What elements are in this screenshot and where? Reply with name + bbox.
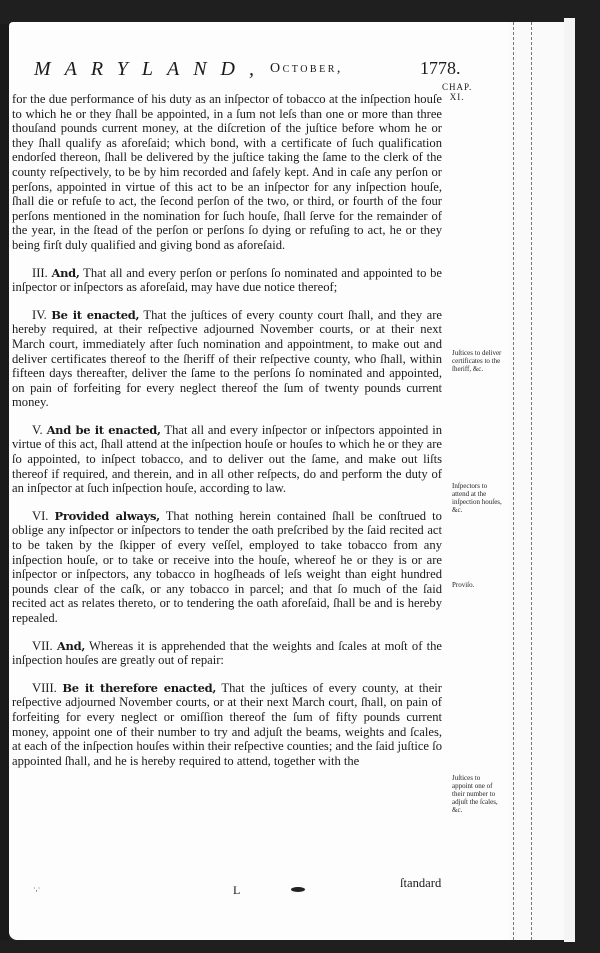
header-month: October,	[270, 61, 343, 76]
section-lead: And,	[51, 265, 80, 280]
paragraph-continuation	[12, 92, 442, 253]
section-lead: And be it enacted,	[46, 422, 161, 437]
section-vii	[12, 639, 442, 668]
section-iii	[12, 266, 442, 295]
scan-right-strip	[564, 18, 575, 942]
gutter-rule	[531, 22, 532, 940]
scan-right-edge	[575, 22, 600, 940]
section-number: VII.	[32, 638, 53, 653]
section-text: Whereas it is apprehended that the weights and ſcales at moſt of the inſpection houſes are greatly out of repair:	[12, 638, 443, 668]
chapter-number: XI.	[449, 92, 465, 102]
section-lead: And,	[56, 638, 86, 653]
section-v	[12, 423, 442, 496]
margin-note: Juſtices to appoint one of their number to adjuſt the ſcales, &c.	[452, 774, 498, 814]
paragraph-text: for the due performance of his duty as an inſpector of tobacco at the inſpection houſe to which he or they ſhall be appointed, in a ſum not leſs than one or more than three thouſand pounds current money, at the diſcretion of the juſtice before whom he or they ſhall qualify as aforeſaid; which bond, with a certificate of ſuch qualification endorſed thereon, ſhall be delivered by the juſtice taking the ſame to the clerk of the county reſpectively, to be by him recorded and ſafely kept. And in caſe any perſon or perſons, appointed in virtue of this act to be an inſpector for any inſpection houſe, ſhall die or refuſe to act, the ſecond perſon of the two, or third, or fourth of the four perſons mentioned in the nomination for ſuch houſe, ſhall ſerve for the remainder of the year, in the ſtead of the perſon or perſons ſo dying or refuſing to act, he or they being firſt duly qualified and giving bond as aforeſaid.	[12, 92, 442, 252]
section-number: V.	[32, 422, 43, 437]
margin-note: Juſtices to deliver certificates to the ſheriff, &c.	[452, 349, 502, 373]
document-body	[12, 92, 442, 768]
margin-note: Proviſo.	[452, 581, 475, 589]
gutter-rule	[513, 22, 514, 940]
section-text: That the juſtices of every county court ſhall, and they are hereby required, at their reſpective adjourned November courts, or at their next March court, immediately after ſuch nomination and appointment, to make out and deliver certificates thereof to the ſheriff of their reſpective county, who ſhall, within fifteen days thereafter, deliver the ſame to the perſons ſo nominated and appointed, on pain of forfeiting for every neglect thereof the ſum of twenty pounds current money.	[12, 307, 442, 410]
printer-mark: ·,·	[33, 884, 41, 893]
section-text: That all and every inſpector or inſpectors appointed in virtue of this act, ſhall attend at the inſpection houſe or houſes to which he or they are ſo appointed, to inſpect tobacco, and to deliver out the ſame, and make out liſts thereof if required, and therein, and in all other reſpects, do and perform the duty of an inſpector at ſuch inſpection houſe, according to law.	[12, 422, 443, 496]
section-lead: Be it enacted,	[51, 307, 140, 322]
header-state: MARYLAND,	[34, 58, 268, 80]
page-gutter	[509, 22, 564, 940]
section-viii	[12, 681, 442, 769]
header-year: 1778.	[420, 58, 461, 78]
section-number: VI.	[32, 508, 49, 523]
running-header	[34, 58, 474, 82]
section-lead: Be it therefore enacted,	[62, 680, 217, 695]
margin-note: Inſpectors to attend at the inſpection houſes, &c.	[452, 482, 502, 514]
section-iv	[12, 308, 442, 410]
ink-blot	[291, 887, 305, 892]
scan-left-edge	[0, 24, 9, 940]
section-number: VIII.	[32, 680, 57, 695]
section-lead: Provided always,	[54, 508, 160, 523]
signature-mark: L	[233, 883, 241, 897]
catchword: ſtandard	[400, 876, 442, 890]
section-text: That nothing herein contained ſhall be conſtrued to oblige any inſpector or inſpectors to tender the oath preſcribed by the ſaid recited act to be taken by the ſkipper of every veſſel, employed to take tobacco from any inſpection houſe, or to take or receive into the houſe, whereof he or they is or are inſpector or inſpectors, any tobacco in hogſheads of leſs weight than eight hundred pounds clear of the caſk, or any tobacco in parcel; and that ſo much of the ſaid recited act as relates thereto, or to tendering the oath aforeſaid, ſhall be and is hereby repealed.	[12, 508, 442, 625]
chapter-title: CHAP.	[442, 82, 473, 92]
chapter-label	[442, 82, 472, 102]
section-number: III.	[32, 265, 48, 280]
section-number: IV.	[32, 307, 47, 322]
section-text: That all and every perſon or perſons ſo nominated and appointed to be inſpector or inſpectors as aforeſaid, may have due notice thereof;	[12, 265, 443, 295]
section-vi	[12, 509, 442, 626]
section-text: That the juſtices of every county, at their reſpective adjourned November courts, or at their next March court, ſhall, on pain of forfeiting for every neglect or omiſſion thereof the ſum of fifty pounds current money, appoint one of their number to try and adjuſt the beams, weights and ſcales, at each of the inſpection houſes within their reſpective counties; and the ſaid juſtice ſo appointed ſhall, and he is hereby required to attend, together with the	[12, 680, 442, 768]
